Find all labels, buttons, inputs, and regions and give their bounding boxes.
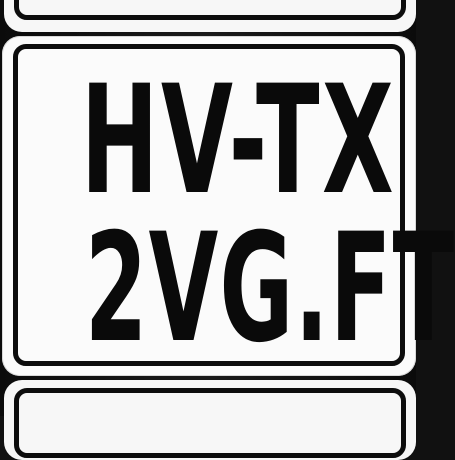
plate-line-1: HV-TX xyxy=(80,54,397,228)
plate-border xyxy=(14,0,406,20)
plate-line-2: 2VG.FT xyxy=(84,202,455,376)
license-plate-main xyxy=(2,36,455,376)
plate-border xyxy=(14,388,406,458)
license-plate-bottom-cropped xyxy=(4,380,416,460)
license-plate-top-cropped xyxy=(4,0,416,32)
